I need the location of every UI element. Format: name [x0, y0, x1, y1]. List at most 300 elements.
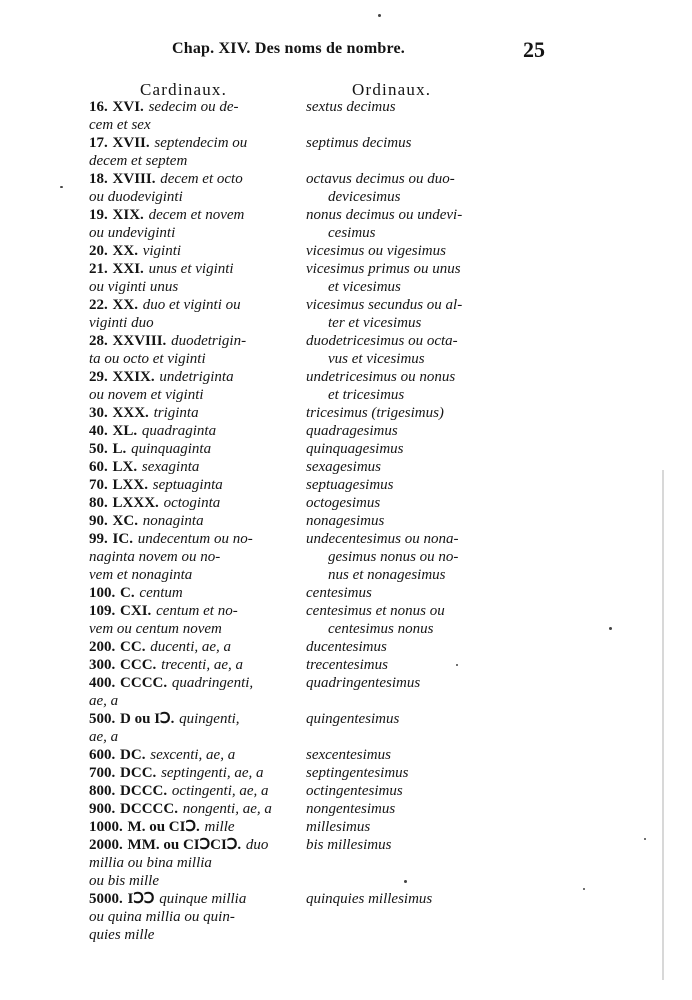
number-entry: [0, 655, 692, 673]
cardinal-cell: [89, 889, 294, 908]
cardinal-latin: octoginta: [163, 495, 221, 511]
cardinal-cell: [89, 169, 294, 188]
number-entry: [0, 331, 692, 367]
cardinal-latin: viginti: [142, 243, 182, 259]
ordinal-latin: quingentesimus: [306, 711, 400, 727]
cardinal-cell: [89, 313, 294, 332]
arabic-numeral: 400.: [89, 675, 116, 691]
entry-line: [0, 241, 692, 259]
ordinal-latin: vicesimus ou vigesimus: [306, 243, 446, 259]
number-entry: [0, 241, 692, 259]
ordinal-cell: [306, 475, 516, 494]
cardinal-latin: quinque millia: [159, 891, 247, 907]
entry-line: [0, 187, 692, 205]
ordinal-latin: quadringentesimus: [306, 675, 421, 691]
roman-numeral: LXXX.: [112, 495, 159, 511]
ordinal-cell: [306, 673, 516, 692]
ordinal-cell: [306, 169, 516, 188]
entry-line: [0, 871, 692, 889]
number-entry: [0, 781, 692, 799]
ordinal-cell: [306, 223, 538, 242]
roman-numeral: XXX.: [112, 405, 149, 421]
cardinal-cell: [89, 565, 294, 584]
arabic-numeral: 2000.: [89, 837, 123, 853]
cardinal-cell: [89, 907, 294, 926]
entry-line: [0, 619, 692, 637]
ink-speck: [456, 664, 458, 666]
entry-line: [0, 223, 692, 241]
ordinal-cell: [306, 547, 538, 566]
cardinal-latin: vem et nonaginta: [89, 567, 193, 583]
ordinal-cell: [306, 493, 516, 512]
cardinal-cell: [89, 619, 294, 638]
roman-numeral: XL.: [112, 423, 138, 439]
roman-numeral: DC.: [120, 747, 146, 763]
ordinal-cell: [306, 511, 516, 530]
ordinal-cell: [306, 709, 516, 728]
ordinal-cell: [306, 655, 516, 674]
cardinal-cell: [89, 763, 294, 782]
cardinal-latin: ou bis mille: [89, 873, 159, 889]
arabic-numeral: 29.: [89, 369, 108, 385]
number-entry: [0, 745, 692, 763]
cardinal-latin: naginta novem ou no-: [89, 549, 221, 565]
arabic-numeral: 21.: [89, 261, 108, 277]
cardinal-cell: [89, 925, 294, 944]
cardinal-latin: septingenti, ae, a: [161, 765, 264, 781]
number-entry: [0, 511, 692, 529]
ordinal-latin: octavus decimus ou duo-: [306, 171, 455, 187]
roman-numeral: XXI.: [112, 261, 144, 277]
cardinal-cell: [89, 853, 294, 872]
arabic-numeral: 5000.: [89, 891, 123, 907]
ordinal-latin: millesimus: [306, 819, 371, 835]
arabic-numeral: 99.: [89, 531, 108, 547]
cardinal-latin: ou undeviginti: [89, 225, 176, 241]
entry-line: [0, 421, 692, 439]
arabic-numeral: 22.: [89, 297, 108, 313]
cardinal-cell: [89, 187, 294, 206]
page-number: 25: [523, 37, 545, 62]
entry-line: [0, 169, 692, 187]
entry-line: [0, 457, 692, 475]
cardinal-latin: quies mille: [89, 927, 155, 943]
number-entry: [0, 439, 692, 457]
cardinal-latin: quadraginta: [141, 423, 217, 439]
roman-numeral: M. ou CIↃ.: [127, 819, 200, 835]
ordinal-latin: ducentesimus: [306, 639, 387, 655]
entry-line: [0, 367, 692, 385]
cardinal-cell: [89, 97, 294, 116]
cardinal-latin: ta ou octo et viginti: [89, 351, 206, 367]
ordinal-cell: [306, 745, 516, 764]
ordinal-latin: nongentesimus: [306, 801, 396, 817]
arabic-numeral: 100.: [89, 585, 116, 601]
arabic-numeral: 16.: [89, 99, 108, 115]
roman-numeral: XXIX.: [112, 369, 155, 385]
number-entry: [0, 475, 692, 493]
cardinal-latin: quingenti,: [179, 711, 240, 727]
ordinal-cell: [306, 331, 516, 350]
number-table: [0, 97, 692, 943]
cardinal-latin: sexaginta: [141, 459, 200, 475]
ordinal-cell: [306, 781, 516, 800]
entry-line: [0, 655, 692, 673]
ink-speck: [378, 14, 381, 17]
roman-numeral: C.: [120, 585, 135, 601]
entry-line: [0, 889, 692, 907]
roman-numeral: XVII.: [112, 135, 150, 151]
number-entry: [0, 259, 692, 295]
ordinal-cell: [306, 385, 538, 404]
cardinal-cell: [89, 655, 294, 674]
entry-line: [0, 151, 692, 169]
number-entry: [0, 601, 692, 637]
cardinal-latin: septuaginta: [152, 477, 223, 493]
ordinal-latin: cesimus: [328, 225, 376, 241]
ordinal-cell: [306, 439, 516, 458]
ordinal-latin: vicesimus primus ou unus: [306, 261, 461, 277]
cardinal-cell: [89, 385, 294, 404]
ordinal-latin: octogesimus: [306, 495, 381, 511]
roman-numeral: DCCC.: [120, 783, 168, 799]
entry-line: [0, 475, 692, 493]
ordinal-latin: ter et vicesimus: [328, 315, 422, 331]
arabic-numeral: 80.: [89, 495, 108, 511]
ordinal-cell: [306, 421, 516, 440]
cardinal-cell: [89, 799, 294, 818]
ordinal-cell: [306, 889, 516, 908]
number-entry: [0, 673, 692, 709]
arabic-numeral: 700.: [89, 765, 116, 781]
number-entry: [0, 889, 692, 943]
number-entry: [0, 835, 692, 889]
cardinal-latin: trecenti, ae, a: [161, 657, 243, 673]
ordinal-cell: [306, 763, 516, 782]
number-entry: [0, 97, 692, 133]
arabic-numeral: 18.: [89, 171, 108, 187]
cardinal-latin: sexcenti, ae, a: [150, 747, 236, 763]
number-entry: [0, 367, 692, 403]
cardinal-cell: [89, 637, 294, 656]
cardinal-cell: [89, 241, 294, 260]
entry-line: [0, 853, 692, 871]
entry-line: [0, 313, 692, 331]
cardinal-latin: centum: [139, 585, 183, 601]
ordinal-cell: [306, 277, 538, 296]
number-entry: [0, 763, 692, 781]
cardinal-latin: centum et no-: [156, 603, 238, 619]
cardinal-cell: [89, 709, 294, 728]
number-entry: [0, 799, 692, 817]
entry-line: [0, 547, 692, 565]
entry-line: [0, 529, 692, 547]
ink-speck: [404, 880, 407, 883]
ordinal-cell: [306, 403, 516, 422]
cardinal-cell: [89, 205, 294, 224]
number-entry: [0, 403, 692, 421]
roman-numeral: CCC.: [120, 657, 157, 673]
cardinal-latin: duo: [245, 837, 269, 853]
entry-line: [0, 259, 692, 277]
arabic-numeral: 200.: [89, 639, 116, 655]
arabic-numeral: 20.: [89, 243, 108, 259]
cardinal-cell: [89, 493, 294, 512]
ordinal-cell: [306, 133, 516, 152]
entry-line: [0, 709, 692, 727]
cardinal-latin: sedecim ou de-: [148, 99, 239, 115]
arabic-numeral: 17.: [89, 135, 108, 151]
ordinal-latin: gesimus nonus ou no-: [328, 549, 459, 565]
cardinal-latin: septendecim ou: [154, 135, 248, 151]
ordinal-cell: [306, 241, 516, 260]
entry-line: [0, 637, 692, 655]
ordinal-latin: nus et nonagesimus: [328, 567, 446, 583]
roman-numeral: XVIII.: [112, 171, 156, 187]
cardinal-latin: undetriginta: [159, 369, 234, 385]
column-heading-ordinal: Ordinaux.: [352, 80, 432, 99]
cardinal-latin: nongenti, ae, a: [182, 801, 272, 817]
ordinal-latin: et tricesimus: [328, 387, 405, 403]
number-entry: [0, 583, 692, 601]
entry-line: [0, 727, 692, 745]
entry-line: [0, 817, 692, 835]
entry-line: [0, 133, 692, 151]
ordinal-latin: duodetricesimus ou octa-: [306, 333, 458, 349]
cardinal-cell: [89, 331, 294, 350]
cardinal-latin: octingenti, ae, a: [171, 783, 269, 799]
cardinal-cell: [89, 277, 294, 296]
entry-line: [0, 385, 692, 403]
roman-numeral: XXVIII.: [112, 333, 167, 349]
number-entry: [0, 295, 692, 331]
cardinal-latin: ae, a: [89, 729, 119, 745]
arabic-numeral: 30.: [89, 405, 108, 421]
cardinal-latin: decem et septem: [89, 153, 188, 169]
cardinal-latin: quadringenti,: [171, 675, 254, 691]
ordinal-cell: [306, 817, 516, 836]
cardinal-cell: [89, 259, 294, 278]
cardinal-cell: [89, 673, 294, 692]
arabic-numeral: 70.: [89, 477, 108, 493]
cardinal-latin: ducenti, ae, a: [150, 639, 232, 655]
arabic-numeral: 109.: [89, 603, 116, 619]
cardinal-latin: duodetrigin-: [171, 333, 247, 349]
number-entry: [0, 817, 692, 835]
entry-line: [0, 745, 692, 763]
entry-line: [0, 673, 692, 691]
arabic-numeral: 28.: [89, 333, 108, 349]
arabic-numeral: 300.: [89, 657, 116, 673]
ordinal-latin: centesimus: [306, 585, 372, 601]
roman-numeral: DCC.: [120, 765, 157, 781]
ink-speck: [583, 888, 585, 890]
ordinal-latin: centesimus nonus: [328, 621, 434, 637]
cardinal-latin: vem ou centum novem: [89, 621, 222, 637]
ordinal-latin: sexagesimus: [306, 459, 381, 475]
cardinal-cell: [89, 529, 294, 548]
ordinal-cell: [306, 187, 538, 206]
arabic-numeral: 19.: [89, 207, 108, 223]
running-head: Chap. XIV. Des noms de nombre.: [172, 40, 405, 57]
cardinal-cell: [89, 115, 294, 134]
cardinal-latin: ou novem et viginti: [89, 387, 204, 403]
ordinal-cell: [306, 601, 516, 620]
arabic-numeral: 800.: [89, 783, 116, 799]
roman-numeral: CCCC.: [120, 675, 168, 691]
ordinal-latin: tricesimus (trigesimus): [306, 405, 444, 421]
column-heading-cardinal: Cardinaux.: [140, 80, 228, 99]
cardinal-cell: [89, 547, 294, 566]
roman-numeral: XX.: [112, 243, 138, 259]
cardinal-latin: ou viginti unus: [89, 279, 179, 295]
cardinal-cell: [89, 295, 294, 314]
roman-numeral: LXX.: [112, 477, 148, 493]
page-edge-shadow: [662, 470, 664, 980]
cardinal-cell: [89, 835, 294, 854]
cardinal-cell: [89, 403, 294, 422]
ordinal-latin: septimus decimus: [306, 135, 412, 151]
ordinal-latin: sexcentesimus: [306, 747, 391, 763]
ordinal-cell: [306, 799, 516, 818]
ordinal-cell: [306, 835, 516, 854]
roman-numeral: L.: [112, 441, 127, 457]
entry-line: [0, 493, 692, 511]
ordinal-latin: vus et vicesimus: [328, 351, 425, 367]
cardinal-cell: [89, 367, 294, 386]
ordinal-latin: septingentesimus: [306, 765, 409, 781]
ordinal-latin: undetricesimus ou nonus: [306, 369, 456, 385]
entry-line: [0, 115, 692, 133]
ordinal-latin: quadragesimus: [306, 423, 398, 439]
ordinal-cell: [306, 637, 516, 656]
number-entry: [0, 709, 692, 745]
roman-numeral: CXI.: [120, 603, 152, 619]
ordinal-cell: [306, 583, 516, 602]
ordinal-latin: bis millesimus: [306, 837, 392, 853]
cardinal-latin: nonaginta: [142, 513, 204, 529]
ordinal-cell: [306, 205, 516, 224]
roman-numeral: XIX.: [112, 207, 144, 223]
arabic-numeral: 60.: [89, 459, 108, 475]
cardinal-cell: [89, 817, 294, 836]
cardinal-cell: [89, 457, 294, 476]
ordinal-latin: nonus decimus ou undevi-: [306, 207, 463, 223]
number-entry: [0, 169, 692, 205]
ordinal-cell: [306, 97, 516, 116]
cardinal-latin: cem et sex: [89, 117, 151, 133]
ordinal-latin: devicesimus: [328, 189, 401, 205]
number-entry: [0, 493, 692, 511]
ordinal-latin: sextus decimus: [306, 99, 396, 115]
ordinal-cell: [306, 457, 516, 476]
ordinal-latin: septuagesimus: [306, 477, 394, 493]
cardinal-latin: duo et viginti ou: [142, 297, 241, 313]
entry-line: [0, 781, 692, 799]
ordinal-cell: [306, 295, 516, 314]
ordinal-cell: [306, 259, 516, 278]
cardinal-cell: [89, 475, 294, 494]
entry-line: [0, 799, 692, 817]
roman-numeral: XX.: [112, 297, 138, 313]
cardinal-cell: [89, 511, 294, 530]
number-entry: [0, 529, 692, 583]
entry-line: [0, 277, 692, 295]
cardinal-latin: mille: [204, 819, 235, 835]
cardinal-latin: ou quina millia ou quin-: [89, 909, 235, 925]
entry-line: [0, 835, 692, 853]
ordinal-cell: [306, 349, 538, 368]
roman-numeral: LX.: [112, 459, 138, 475]
cardinal-latin: triginta: [153, 405, 199, 421]
entry-line: [0, 601, 692, 619]
ink-speck: [609, 627, 612, 630]
entry-line: [0, 205, 692, 223]
ordinal-latin: centesimus et nonus ou: [306, 603, 445, 619]
ordinal-latin: quinquagesimus: [306, 441, 404, 457]
entry-line: [0, 439, 692, 457]
roman-numeral: D ou IↃ.: [120, 711, 175, 727]
cardinal-latin: viginti duo: [89, 315, 154, 331]
page-header: [0, 37, 692, 62]
cardinal-cell: [89, 223, 294, 242]
ordinal-latin: octingentesimus: [306, 783, 403, 799]
cardinal-latin: decem et octo: [160, 171, 243, 187]
ink-speck: [60, 186, 63, 188]
ordinal-latin: undecentesimus ou nona-: [306, 531, 459, 547]
cardinal-cell: [89, 151, 294, 170]
ordinal-cell: [306, 367, 516, 386]
number-entry: [0, 205, 692, 241]
number-entry: [0, 637, 692, 655]
entry-line: [0, 925, 692, 943]
roman-numeral: IↃↃ: [127, 891, 155, 907]
ordinal-cell: [306, 565, 538, 584]
ordinal-latin: nonagesimus: [306, 513, 385, 529]
entry-line: [0, 403, 692, 421]
number-entry: [0, 421, 692, 439]
entry-line: [0, 763, 692, 781]
cardinal-latin: unus et viginti: [148, 261, 234, 277]
cardinal-cell: [89, 727, 294, 746]
cardinal-cell: [89, 691, 294, 710]
roman-numeral: CC.: [120, 639, 146, 655]
roman-numeral: XVI.: [112, 99, 144, 115]
ordinal-latin: quinquies millesimus: [306, 891, 433, 907]
cardinal-cell: [89, 133, 294, 152]
ordinal-cell: [306, 313, 538, 332]
ordinal-cell: [306, 529, 516, 548]
arabic-numeral: 600.: [89, 747, 116, 763]
entry-line: [0, 565, 692, 583]
cardinal-latin: decem et novem: [148, 207, 245, 223]
roman-numeral: DCCCC.: [120, 801, 178, 817]
cardinal-cell: [89, 745, 294, 764]
entry-line: [0, 907, 692, 925]
cardinal-cell: [89, 871, 294, 890]
cardinal-latin: ou duodeviginti: [89, 189, 183, 205]
entry-line: [0, 97, 692, 115]
cardinal-latin: undecentum ou no-: [137, 531, 253, 547]
entry-line: [0, 583, 692, 601]
entry-line: [0, 691, 692, 709]
cardinal-latin: quinquaginta: [131, 441, 212, 457]
roman-numeral: IC.: [112, 531, 133, 547]
cardinal-cell: [89, 781, 294, 800]
cardinal-cell: [89, 421, 294, 440]
cardinal-latin: ae, a: [89, 693, 119, 709]
ink-speck: [644, 838, 646, 840]
